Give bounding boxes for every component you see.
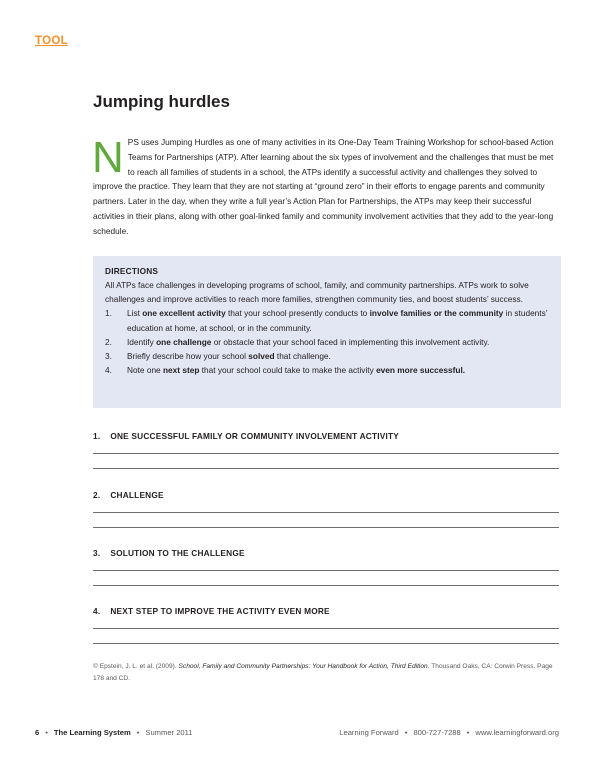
- item-emphasis: one excellent activity: [142, 308, 226, 319]
- tool-tag: TOOL: [35, 35, 68, 47]
- answer-line[interactable]: [93, 527, 559, 528]
- section-challenge: [93, 490, 559, 500]
- item-text: Note one: [127, 365, 163, 376]
- item-emphasis: involve families or the community: [369, 308, 504, 319]
- citation-text: © Epstein, J. L. et al. (2009).: [93, 663, 179, 670]
- citation-book-title: School, Family and Community Partnerships: Your Handbook for Action, Third Edition.: [178, 663, 430, 670]
- item-emphasis: one challenge: [156, 336, 212, 347]
- website-link[interactable]: www.learningforward.org: [475, 728, 559, 737]
- citation-text: Thousand Oaks, CA: Corwin Press. Page 178 and CD.: [93, 663, 553, 682]
- intro-paragraph: [93, 135, 559, 239]
- answer-line[interactable]: [93, 628, 559, 629]
- organization-name: Learning Forward: [339, 728, 399, 737]
- item-number: 4.: [105, 365, 112, 376]
- directions-body: All ATPs face challenges in developing programs of school, family, and community partnerships. ATPs work to solve challenges and improve activities to reach more families, strengthen community ties, and boost students’ success.: [105, 280, 529, 305]
- answer-line[interactable]: [93, 643, 559, 644]
- citation: [93, 661, 563, 684]
- separator-dot: •: [45, 728, 48, 737]
- directions-item: [105, 306, 549, 334]
- item-text: Briefly describe how your school: [127, 351, 249, 362]
- section-label: 2. CHALLENGE: [93, 490, 164, 500]
- item-number: 1.: [105, 308, 112, 319]
- answer-line[interactable]: [93, 570, 559, 571]
- publication-name: The Learning System: [53, 728, 131, 737]
- directions-item: [105, 349, 549, 363]
- phone-number: 800-727-7288: [413, 728, 461, 737]
- item-emphasis: solved: [248, 351, 275, 362]
- item-text: in students’ education at home, at school, or in the community.: [127, 308, 548, 333]
- item-emphasis: next step: [162, 365, 200, 376]
- section-label: 3. SOLUTION TO THE CHALLENGE: [93, 548, 245, 558]
- answer-line[interactable]: [93, 453, 559, 454]
- directions-list: [105, 306, 549, 377]
- footer-right: [339, 728, 559, 737]
- item-text: Identify: [127, 336, 157, 347]
- directions-box: [93, 256, 561, 408]
- section-successful-activity: [93, 431, 559, 441]
- footer-left: [35, 728, 193, 737]
- directions-item: [105, 335, 549, 349]
- section-solution: [93, 548, 559, 558]
- item-text: that your school could take to make the activity: [199, 365, 377, 376]
- answer-line[interactable]: [93, 585, 559, 586]
- issue-date: Summer 2011: [145, 728, 193, 737]
- item-emphasis: even more successful.: [376, 365, 466, 376]
- section-label: 1. ONE SUCCESSFUL FAMILY OR COMMUNITY INVOLVEMENT ACTIVITY: [93, 431, 400, 441]
- separator-dot: •: [136, 728, 140, 737]
- section-next-step: [93, 606, 559, 616]
- item-number: 2.: [105, 336, 112, 347]
- page-title: Jumping hurdles: [93, 92, 230, 111]
- separator-dot: •: [466, 728, 470, 737]
- answer-line[interactable]: [93, 512, 559, 513]
- item-text: or obstacle that your school faced in implementing this involvement activity.: [211, 336, 490, 347]
- item-text: that your school presently conducts to: [225, 308, 370, 319]
- directions-heading: DIRECTIONS: [105, 266, 159, 276]
- item-text: List: [127, 308, 143, 319]
- page-number: 6: [35, 728, 40, 737]
- drop-cap: N: [92, 133, 124, 182]
- section-label: 4. NEXT STEP TO IMPROVE THE ACTIVITY EVEN MORE: [93, 606, 330, 616]
- answer-line[interactable]: [93, 468, 559, 469]
- directions-item: [105, 363, 549, 377]
- intro-text: PS uses Jumping Hurdles as one of many activities in its One-Day Team Training Workshop for school-based Action Teams for Partnerships (ATP). After learning about the six types of involvement and the challenges that must be met to reach all families of students in a school, the ATPs identify a successful activity and challenges they solved to improve the practice. They learn that they are not starting at “ground zero” in their efforts to engage parents and community partners. Later in the day, when they write a full year’s Action Plan for Partnerships, the ATPs may keep their successful activities in their plans, along with other goal-linked family and community involvement activities that they add to the year-long schedule.: [93, 137, 554, 236]
- item-number: 3.: [105, 351, 112, 362]
- item-text: that challenge.: [274, 351, 331, 362]
- separator-dot: •: [404, 728, 408, 737]
